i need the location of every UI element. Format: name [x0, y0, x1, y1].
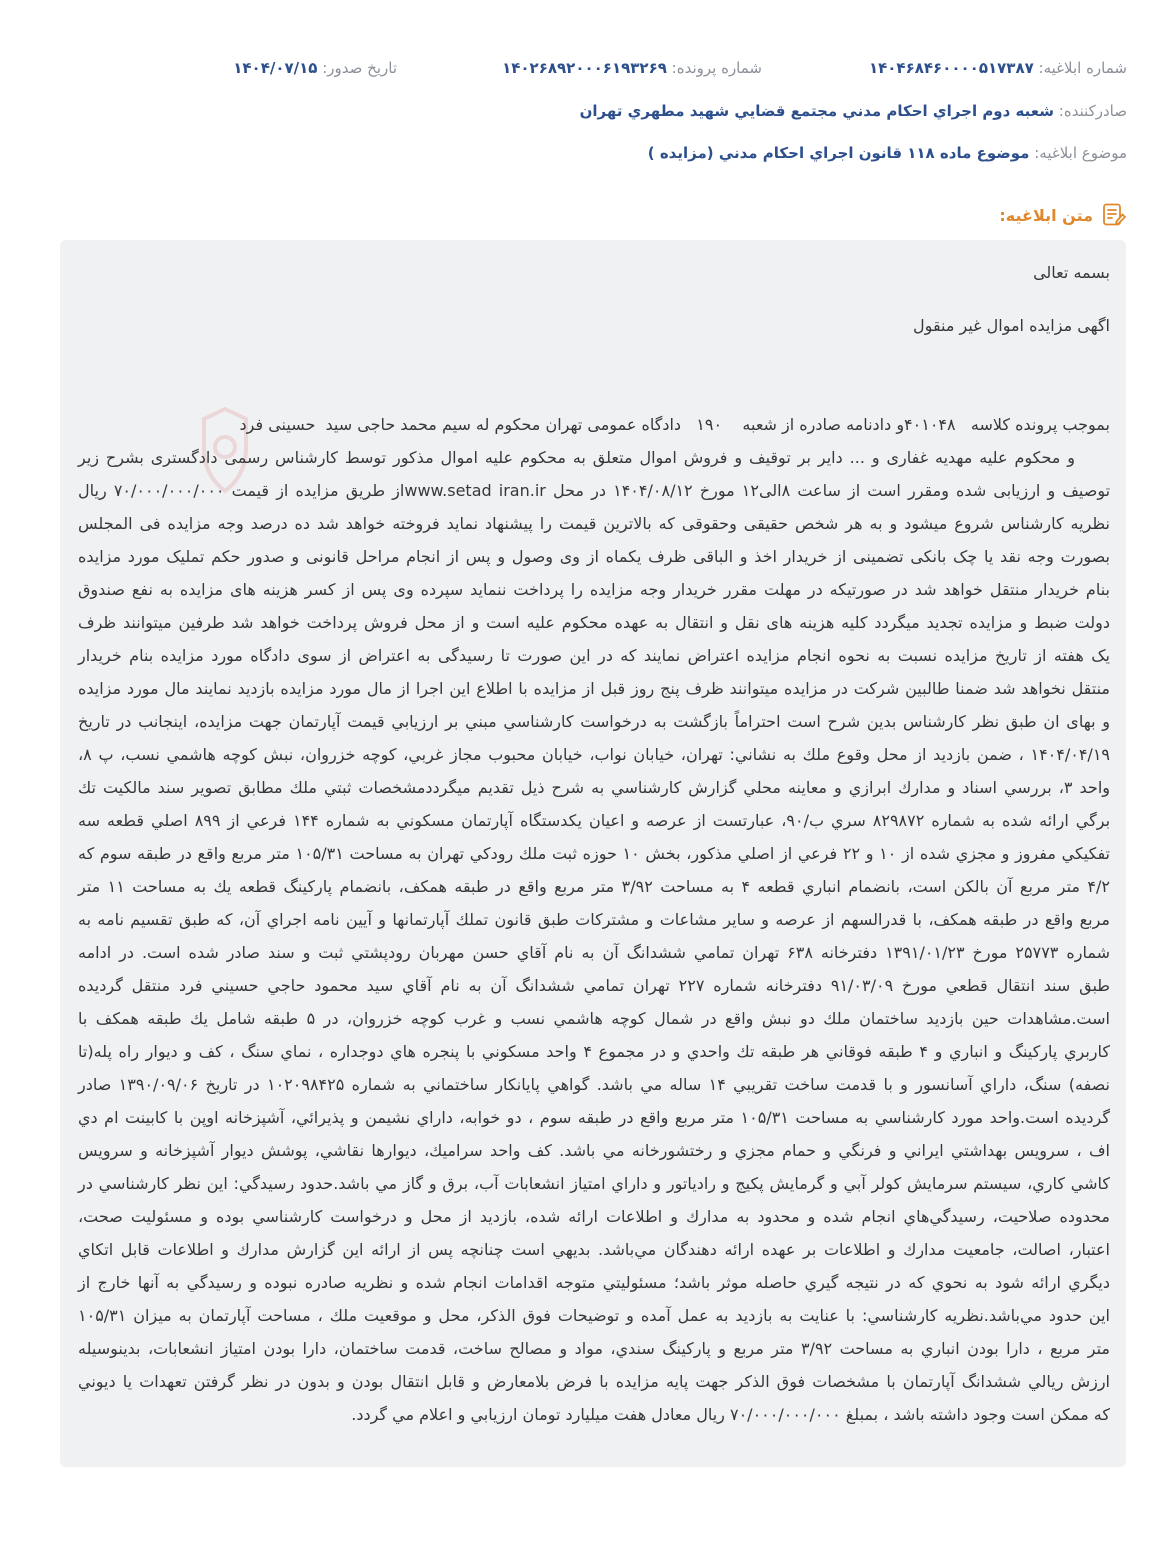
issue-date-value: ۱۴۰۴/۰۷/۱۵ [233, 59, 318, 77]
notice-line: برگي ارائه شده به شماره ۸۲۹۸۷۲ سري ب/۹۰، عبارتست از عرصه و اعيان يكدستگاه آپارتمان مسكوني به شماره ۱۴۴ فرعي از ۸۹۹ اصلي قطعه سه [78, 811, 1111, 830]
notice-line: بنام خریدار منتقل خواهد شد در صورتیکه در مهلت مقرر خریدار وجه مزایده را پرداخت ننماید سپرده وی پس از کسر هزینه های مزایده به نفع صندوق [78, 580, 1110, 599]
notice-line: نظریه کارشناس شروع میشود و به هر شخص حقیقی وحقوقی که بالاترین قیمت را پیشنهاد نماید فروخته خواهد شد ده درصد وجه مزایده فی المجلس [78, 514, 1110, 533]
notice-line: مربع واقع در طبقه همكف، با قدرالسهم از عرصه و ساير مشاعات و مشتركات طبق قانون تملك آپارتمانها و آيين نامه اجراي آن، كه طبق تقسيم نامه به [78, 910, 1110, 929]
notice-line: كاشي كاري، سيستم سرمايش كولر آبي و گرمايش پكيج و رادياتور و داراي امتياز انشعابات آب، برق و گاز مي باشد.حدود رسيدگي: اين نظر كارشناسي در [78, 1174, 1110, 1193]
issuer-value: شعبه دوم اجراي احكام مدني مجتمع قضايي شهيد مطهري تهران [579, 101, 1054, 120]
subject-field [32, 132, 1127, 175]
notice-intro-line: بموجب پرونده کلاسه ۴۰۱۰۴۸و دادنامه صادره از شعبه ۱۹۰ دادگاه عمومی تهران محکوم له سیم محمد حاجی سید حسینی فرد [239, 415, 1110, 434]
notice-line: طبق سند انتقال قطعي مورخ ۹۱/۰۳/۰۹ دفترخانه شماره ۲۲۷ تهران تمامي ششدانگ آن به نام آقاي سيد محمود حاجي حسيني فرد منتقل گرديده [78, 976, 1111, 995]
notice-line: یک هفته از تاریخ مزایده نسبت به نحوه انجام مزایده اعتراض نمایند که در این صورت تا رسیدگی به اعتراض از سوی دادگاه مورد مزایده بنام خریدار [78, 646, 1110, 665]
notice-body-box [60, 240, 1126, 1467]
meta-row-identifiers [32, 47, 1127, 90]
notice-text-heading [999, 201, 1127, 229]
notice-body [78, 408, 1110, 1431]
notice-line: نصفه) سنگ، داراي آسانسور و با قدمت ساخت تقريبي ۱۴ ساله مي باشد. گواهي پايانكار ساختماني به شماره ۱۰۲۰۹۸۴۲۵ در تاريخ ۱۳۹۰/۰۹/۰۶ صادر [78, 1075, 1110, 1094]
notice-line: بصورت وجه نقد یا چک بانکی تضمینی از خریدار اخذ و الباقی ظرف یکماه از وی وصول و پس از انجام مراحل قانونی و صدور حکم تملیک مورد مزایده [78, 547, 1110, 566]
notice-line: و بهای ان طبق نظر کارشناس بدین شرح است احتراماً بازگشت به درخواست كارشناسي مبني بر ارزيابي قيمت آپارتمان جهت مزايده، اينجانب در تاريخ [78, 712, 1110, 731]
subject-label: موضوع ابلاغیه: [1034, 144, 1127, 162]
issuer-label: صادرکننده: [1058, 101, 1127, 120]
notice-line: شماره ۲۵۷۷۳ مورخ ۱۳۹۱/۰۱/۲۳ دفترخانه ۶۳۸ تهران تمامي ششدانگ آن به نام آقاي حسن مهربان رودپشتي ثبت و سند صادر شده است. در ادامه [78, 943, 1110, 962]
notice-line: محدوده صلاحيت، رسيدگي‌هاي انجام شده و محدود به مدارك و اطلاعات ارائه شده، بازديد از محل و درخواست كارشناسي بوده و مسئوليت صحت، [78, 1207, 1110, 1226]
notice-line: كه ممكن است وجود داشته باشد ، بمبلغ ۷۰/۰۰۰/۰۰۰/۰۰۰ ريال معادل هفت ميليارد تومان ارزيابي و اعلام مي گردد. [351, 1405, 1110, 1424]
notice-line: ۴/۲ متر مربع آن بالكن است، بانضمام انباري قطعه ۴ به مساحت ۳/۹۲ متر مربع واقع در طبقه همكف، بانضمام پاركينگ قطعه يك به مساحت ۱۱ متر [78, 877, 1110, 896]
notice-paragraph [78, 441, 1110, 1431]
notice-meta [32, 47, 1127, 175]
notice-text-icon [1101, 202, 1127, 228]
issue-date-field [32, 47, 397, 90]
notice-line: متر مربع ، دارا بودن انباري به مساحت ۳/۹۲ متر مربع و پاركينگ سندي، مواد و مصالح ساخت، قدمت ساختمان، دارا بودن امتياز انشعابات، بدينوسيله [78, 1339, 1110, 1358]
notice-line: گرديده است.واحد مورد كارشناسي به مساحت ۱۰۵/۳۱ متر مربع واقع در طبقه سوم ، دو خوابه، داراي نشيمن و پذيرائي، آشپزخانه اوپن با كابينت ام دي [78, 1108, 1111, 1127]
notice-line: كاربري پاركينگ و انباري و ۴ طبقه فوقاني هر طبقه تك واحدي و در مجموع ۴ واحد مسكوني با پنجره هاي دوجداره ، نماي سنگ ، كف و ديوار راه پله(تا [78, 1042, 1111, 1061]
notice-line: اعتبار، اصالت، جامعيت مدارك و اطلاعات بر عهده ارائه دهندگان مي‌باشد. بديهي است چنانچه پس از ارائه اين گزارش مدارك و اطلاعات قابل اتكاي [78, 1240, 1110, 1259]
notice-line: ارزش ريالي ششدانگ آپارتمان با مشخصات فوق الذكر جهت پايه مزايده با فرض بلامعارض و قابل انتقال بودن و بدون در نظر گرفتن تعهدات يا ديوني [78, 1372, 1110, 1391]
notice-number-field [762, 47, 1127, 90]
notice-line: اف ، سرويس بهداشتي ايراني و فرنگي و حمام مجزي و رختشورخانه مي باشد. كف واحد سراميك، ديوارها نقاشي، پوشش ديوار آشپزخانه و سرويس [78, 1141, 1110, 1160]
notice-line: واحد ۳، بررسي اسناد و مدارك ابرازي و معاينه محلي گزارش كارشناسي به شرح ذيل تقديم ميگرددمشخصات ثبتي ملك مطابق تصوير سند مالكيت تك [78, 778, 1110, 797]
notice-line: منتقل نخواهد شد ضمنا طالبین شرکت در مزایده میتوانند ظرف پنج روز قبل از مزایده با اطلاع این اجرا از مال مورد مزایده بازدید نمایند مال مورد مزایده [78, 679, 1110, 698]
notice-line: تفكيكي مفروز و مجزي شده از ۱۰ و ۲۲ فرعي از اصلي مذكور، بخش ۱۰ حوزه ثبت ملك رودكي تهران به مساحت ۱۰۵/۳۱ متر مربع واقع در طبقه سوم كه [78, 844, 1111, 863]
notice-line: توصیف و ارزیابی شده ومقرر است از ساعت ۸الی۱۲ مورخ ۱۴۰۴/۰۸/۱۲ در محل www.setad iran.irاز طریق مزایده از قیمت ۷۰/۰۰۰/۰۰۰/۰۰۰ ریال [78, 481, 1111, 500]
case-number-label: شماره پرونده: [671, 59, 762, 77]
notice-text-title: متن ابلاغیه: [999, 205, 1093, 225]
notice-title: اگهی مزایده اموال غیر منقول [913, 316, 1110, 335]
notice-line: دولت ضبط و مزایده تجدید میگردد کلیه هزینه های نقل و انتقال به عهده محکوم علیه است و از محل فروش پرداخت خواهد شد طرفین میتوانند ظرف [78, 613, 1110, 632]
case-number-value: ۱۴۰۲۶۸۹۲۰۰۰۶۱۹۳۲۶۹ [502, 59, 667, 77]
notice-number-label: شماره ابلاغیه: [1038, 59, 1127, 77]
notice-line: ديگري ارائه شود به نحوي كه در نتيجه گيري حاصله موثر باشد؛ مسئوليتي متوجه اقدامات انجام شده و نظريه صادره نبوده و رسيدگي به آنها خارج از [78, 1273, 1110, 1292]
subject-value: موضوع ماده ۱۱۸ قانون اجراي احكام مدني (مزايده ) [647, 144, 1030, 162]
notice-line: ۱۴۰۴/۰۴/۱۹ ، ضمن بازديد از محل وقوع ملك به نشاني: تهران، خيابان نواب، خيابان محبوب مجاز غربي، كوچه خزروان، نبش كوچه هاشمي نسب، پ ۸، [78, 745, 1110, 764]
notice-line: و محکوم علیه مهدیه غفاری و ... دایر بر توقیف و فروش اموال متعلق به محکوم علیه اموال مذکور توسط کارشناس رسمی دادگستری بشرح زیر [78, 448, 1075, 467]
issue-date-label: تاریخ صدور: [322, 59, 397, 77]
notice-number-value: ۱۴۰۴۶۸۴۶۰۰۰۰۵۱۷۳۸۷ [868, 59, 1034, 77]
notice-line: اين حدود مي‌باشد.نظريه كارشناسي: با عنايت به بازديد به عمل آمده و توضيحات فوق الذكر، محل و موقعيت ملك ، مساحت آپارتمان به ميزان ۱۰۵/۳۱ [78, 1306, 1110, 1325]
issuer-field [32, 90, 1127, 133]
case-number-field [397, 47, 762, 90]
notice-line: است.مشاهدات حين بازديد ساختمان ملك دو نبش واقع در شمال كوچه هاشمي نسب و غرب كوچه خزروان، در ۵ طبقه شامل يك طبقه همكف با [78, 1009, 1110, 1028]
salutation: بسمه تعالی [1033, 263, 1110, 282]
